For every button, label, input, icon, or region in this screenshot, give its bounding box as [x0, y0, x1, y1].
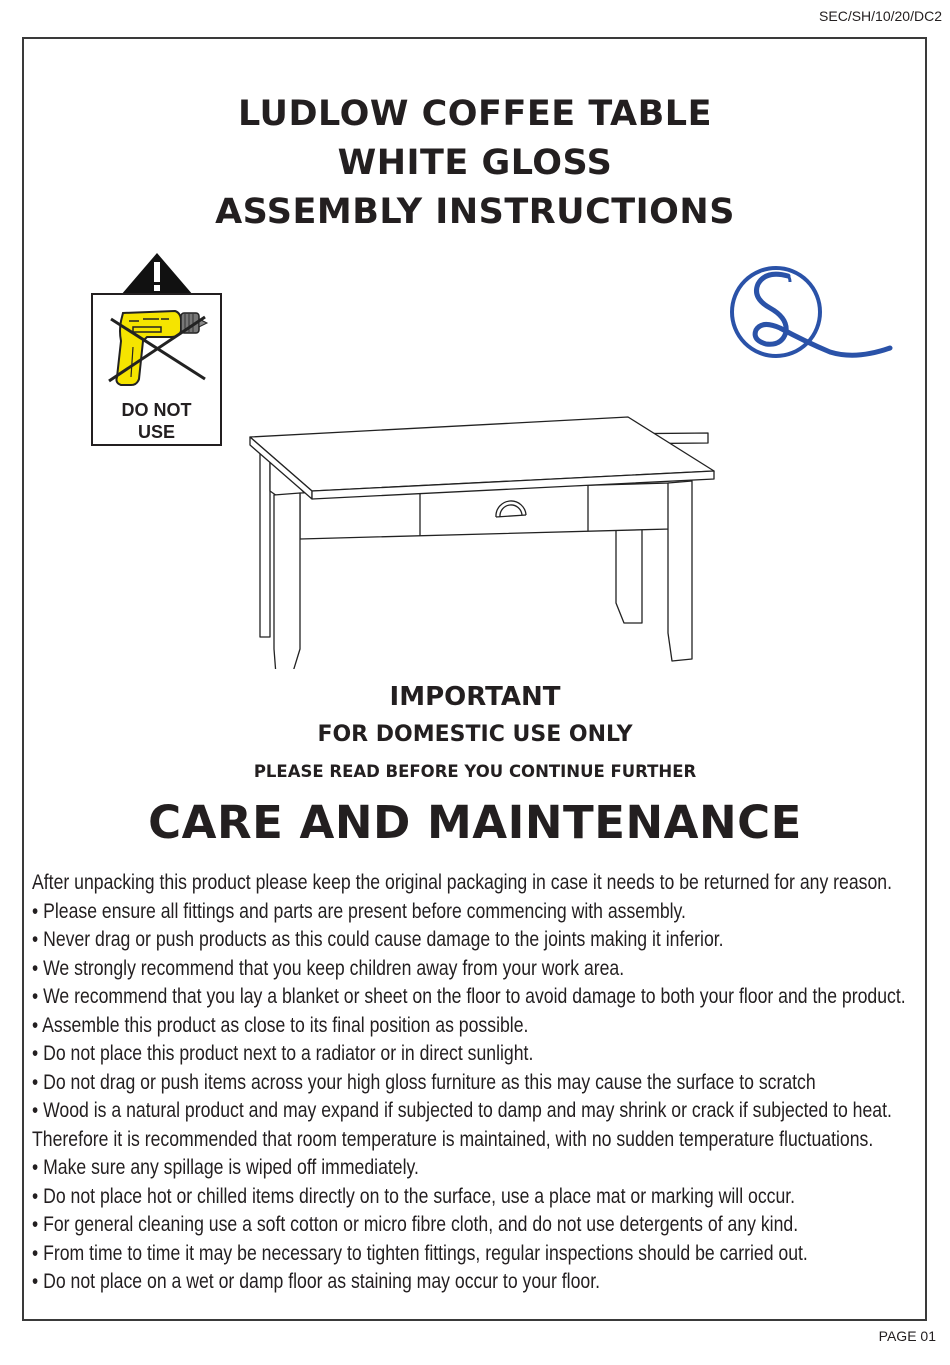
document-code: SEC/SH/10/20/DC2: [819, 8, 942, 24]
care-instructions: [32, 869, 927, 1297]
title-line-finish: WHITE GLOSS: [337, 143, 613, 183]
crossed-out-drill-icon: [103, 301, 213, 391]
care-line: • Assemble this product as close to its final position as possible.: [32, 1013, 529, 1037]
care-maintenance-heading: CARE AND MAINTENANCE: [148, 796, 802, 849]
read-before-notice: PLEASE READ BEFORE YOU CONTINUE FURTHER: [253, 762, 697, 781]
care-line: • From time to time it may be necessary to tighten fittings, regular inspections should be carried out.: [32, 1241, 808, 1265]
coffee-table-illustration: [248, 413, 718, 669]
care-line: • We strongly recommend that you keep children away from your work area.: [32, 956, 625, 980]
care-line: After unpacking this product please keep the original packaging in case it needs to be returned for any reason.: [32, 871, 893, 894]
warning-triangle-icon: [121, 253, 193, 295]
care-line: • Do not drag or push items across your high gloss furniture as this may cause the surface to scratch: [32, 1070, 816, 1094]
care-line: • Make sure any spillage is wiped off immediately.: [32, 1156, 419, 1179]
warning-label-line1: DO NOT: [121, 400, 192, 420]
important-heading: IMPORTANT: [389, 682, 561, 712]
do-not-use-drill-warning: [91, 253, 222, 446]
document-title: [0, 90, 950, 237]
care-line: • Do not place this product next to a radiator or in direct sunlight.: [32, 1042, 534, 1065]
care-line: • Do not place on a wet or damp floor as staining may occur to your floor.: [32, 1270, 601, 1293]
page-number: PAGE 01: [878, 1328, 936, 1344]
title-line-doc-type: ASSEMBLY INSTRUCTIONS: [215, 192, 735, 232]
domestic-use-notice: FOR DOMESTIC USE ONLY: [317, 722, 633, 747]
care-line: Therefore it is recommended that room temperature is maintained, with no sudden temperature fluctuations.: [32, 1127, 874, 1151]
care-line: • For general cleaning use a soft cotton or micro fibre cloth, and do not use detergents of any kind.: [32, 1213, 799, 1236]
brand-logo-icon: [726, 262, 894, 366]
care-line: • Please ensure all fittings and parts are present before commencing with assembly.: [32, 899, 686, 923]
title-line-product: LUDLOW COFFEE TABLE: [237, 94, 713, 134]
care-line: • Never drag or push products as this could cause damage to the joints making it inferior.: [32, 928, 724, 951]
care-line: • We recommend that you lay a blanket or sheet on the floor to avoid damage to both your floor and the product.: [32, 985, 906, 1008]
care-line: • Do not place hot or chilled items directly on to the surface, use a place mat or marking will occur.: [32, 1184, 796, 1208]
care-line: • Wood is a natural product and may expand if subjected to damp and may shrink or crack if subjected to heat.: [32, 1099, 892, 1122]
warning-label-line2: USE: [137, 422, 175, 442]
